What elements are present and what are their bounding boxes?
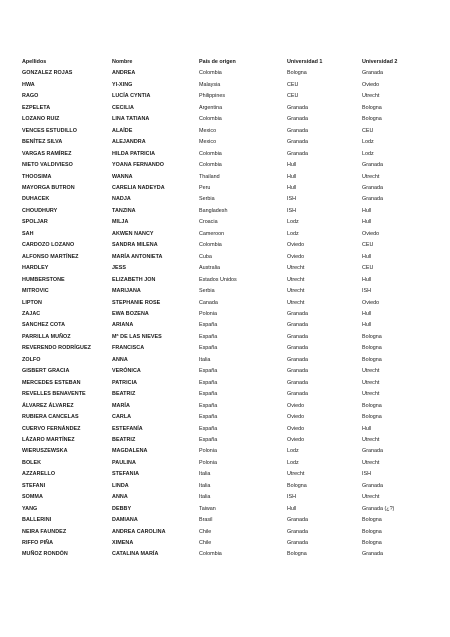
- cell-apellidos: MAYORGA BUTRON: [22, 184, 75, 191]
- table-row: [22, 286, 426, 297]
- cell-universidad-2: Utrecht: [362, 368, 380, 375]
- cell-universidad-2: Bologna: [362, 528, 382, 535]
- table-row: [22, 332, 426, 343]
- cell-pais: España: [199, 379, 218, 386]
- cell-pais: Colombia: [199, 551, 222, 558]
- cell-apellidos: CHOUDHURY: [22, 207, 58, 214]
- table-row: [22, 504, 426, 515]
- table-row: [22, 446, 426, 457]
- cell-apellidos: DUHACEK: [22, 196, 50, 203]
- cell-apellidos: THOOSIMA: [22, 173, 52, 180]
- cell-nombre: ALEJANDRA: [112, 139, 146, 146]
- cell-universidad-1: Hull: [287, 173, 297, 180]
- cell-universidad-1: Hull: [287, 505, 297, 512]
- cell-nombre: TANZINA: [112, 207, 136, 214]
- table-row: [22, 149, 426, 160]
- cell-apellidos: ÁLVAREZ ÁLVAREZ: [22, 402, 74, 409]
- cell-pais: Brasil: [199, 517, 213, 524]
- cell-nombre: LINA TATIANA: [112, 116, 150, 123]
- cell-universidad-2: Granada: [362, 448, 383, 455]
- cell-universidad-1: Bologna: [287, 482, 307, 489]
- cell-nombre: YI-XING: [112, 81, 133, 88]
- cell-universidad-2: Utrecht: [362, 494, 380, 501]
- cell-universidad-1: CEU: [287, 81, 299, 88]
- cell-nombre: SANDRA MILENA: [112, 242, 158, 249]
- cell-apellidos: AZZARELLO: [22, 471, 56, 478]
- cell-apellidos: SAH: [22, 230, 34, 237]
- cell-pais: Polonia: [199, 448, 217, 455]
- cell-pais: Italia: [199, 482, 211, 489]
- cell-universidad-1: Utrecht: [287, 265, 305, 272]
- table-row: [22, 252, 426, 263]
- cell-nombre: YOANA FERNANDO: [112, 162, 165, 169]
- table-row: [22, 298, 426, 309]
- table-row: [22, 275, 426, 286]
- cell-nombre: ANDREA: [112, 70, 136, 77]
- table-row: [22, 435, 426, 446]
- header-pais: País de origen: [199, 59, 236, 65]
- table-row: [22, 206, 426, 217]
- cell-universidad-1: Oviedo: [287, 242, 305, 249]
- cell-nombre: MARÍA: [112, 402, 130, 409]
- cell-nombre: CARELIA NADEYDA: [112, 184, 165, 191]
- cell-apellidos: STEFANI: [22, 482, 46, 489]
- cell-pais: Chile: [199, 528, 212, 535]
- cell-nombre: DAMIANA: [112, 517, 138, 524]
- cell-nombre: ANNA: [112, 356, 128, 363]
- cell-apellidos: ZOLFO: [22, 356, 41, 363]
- cell-pais: Mexico: [199, 139, 217, 146]
- cell-universidad-1: Oviedo: [287, 253, 305, 260]
- cell-nombre: PAULINA: [112, 459, 136, 466]
- cell-universidad-1: Lodz: [287, 230, 299, 237]
- cell-pais: España: [199, 345, 218, 352]
- cell-universidad-1: Oviedo: [287, 414, 305, 421]
- cell-universidad-1: Granada: [287, 322, 308, 329]
- cell-universidad-1: Lodz: [287, 448, 299, 455]
- cell-nombre: MILJA: [112, 219, 129, 226]
- cell-universidad-2: Oviedo: [362, 230, 380, 237]
- cell-nombre: EWA BOZENA: [112, 310, 149, 317]
- cell-universidad-1: Utrecht: [287, 276, 305, 283]
- cell-nombre: ANDREA CAROLINA: [112, 528, 166, 535]
- table-row: [22, 194, 426, 205]
- cell-universidad-1: Granada: [287, 333, 308, 340]
- cell-apellidos: SANCHEZ COTA: [22, 322, 66, 329]
- cell-nombre: BEATRIZ: [112, 391, 136, 398]
- table-row: [22, 68, 426, 79]
- table-row: [22, 114, 426, 125]
- cell-apellidos: ZAJAC: [22, 310, 41, 317]
- cell-nombre: MAGDALENA: [112, 448, 148, 455]
- cell-apellidos: LIPTON: [22, 299, 42, 306]
- cell-universidad-1: Granada: [287, 139, 308, 146]
- cell-pais: Thailand: [199, 173, 220, 180]
- cell-universidad-1: Oviedo: [287, 436, 305, 443]
- cell-universidad-2: Granada (¿?): [362, 505, 395, 512]
- cell-nombre: BEATRIZ: [112, 436, 136, 443]
- cell-universidad-1: Oviedo: [287, 402, 305, 409]
- cell-universidad-1: Bologna: [287, 551, 307, 558]
- table-row: [22, 515, 426, 526]
- cell-pais: Croacia: [199, 219, 218, 226]
- cell-universidad-1: ISH: [287, 494, 296, 501]
- header-universidad-2: Universidad 2: [362, 59, 398, 65]
- cell-pais: Estados Unidos: [199, 276, 237, 283]
- table-body: [22, 68, 426, 560]
- table-row: [22, 401, 426, 412]
- table-row: [22, 80, 426, 91]
- cell-apellidos: YANG: [22, 505, 38, 512]
- cell-pais: Serbia: [199, 288, 215, 295]
- cell-universidad-2: Lodz: [362, 150, 374, 157]
- cell-universidad-1: ISH: [287, 196, 296, 203]
- cell-universidad-2: Hull: [362, 276, 372, 283]
- cell-universidad-2: Hull: [362, 310, 372, 317]
- cell-universidad-1: Lodz: [287, 459, 299, 466]
- cell-apellidos: RIFFO PIÑA: [22, 540, 54, 547]
- cell-universidad-2: Hull: [362, 253, 372, 260]
- table-row: [22, 229, 426, 240]
- table-row: [22, 172, 426, 183]
- cell-universidad-1: Oviedo: [287, 425, 305, 432]
- cell-universidad-1: Utrecht: [287, 288, 305, 295]
- cell-pais: Italia: [199, 471, 211, 478]
- cell-universidad-2: Granada: [362, 482, 383, 489]
- cell-apellidos: LOZANO RUIZ: [22, 116, 60, 123]
- cell-universidad-2: Oviedo: [362, 299, 380, 306]
- table-row: [22, 366, 426, 377]
- cell-universidad-2: CEU: [362, 242, 374, 249]
- cell-universidad-1: Granada: [287, 310, 308, 317]
- cell-universidad-2: Granada: [362, 70, 383, 77]
- table-header: [22, 57, 426, 68]
- table-row: [22, 378, 426, 389]
- cell-universidad-2: CEU: [362, 127, 374, 134]
- cell-universidad-2: Utrecht: [362, 379, 380, 386]
- cell-apellidos: HWA: [22, 81, 35, 88]
- cell-nombre: XIMENA: [112, 540, 134, 547]
- table-row: [22, 320, 426, 331]
- cell-pais: Mexico: [199, 127, 217, 134]
- table-row: [22, 263, 426, 274]
- cell-pais: España: [199, 368, 218, 375]
- cell-apellidos: SPOLJAR: [22, 219, 48, 226]
- cell-nombre: HILDA PATRICIA: [112, 150, 156, 157]
- cell-apellidos: CARDOZO LOZANO: [22, 242, 75, 249]
- cell-nombre: ELIZABETH JON: [112, 276, 156, 283]
- cell-nombre: ARIANA: [112, 322, 134, 329]
- cell-universidad-2: Hull: [362, 207, 372, 214]
- cell-apellidos: BENÍTEZ SILVA: [22, 139, 63, 146]
- table-row: [22, 355, 426, 366]
- table-row: [22, 389, 426, 400]
- cell-universidad-2: Bologna: [362, 540, 382, 547]
- table-row: [22, 412, 426, 423]
- cell-apellidos: PARRILLA MUÑOZ: [22, 333, 71, 340]
- cell-universidad-2: ISH: [362, 288, 371, 295]
- cell-universidad-2: CEU: [362, 265, 374, 272]
- table-row: [22, 481, 426, 492]
- table-row: [22, 91, 426, 102]
- cell-universidad-1: Granada: [287, 104, 308, 111]
- cell-pais: Colombia: [199, 242, 222, 249]
- cell-universidad-1: Granada: [287, 379, 308, 386]
- table-row: [22, 160, 426, 171]
- cell-pais: Peru: [199, 184, 211, 191]
- cell-pais: Argentina: [199, 104, 223, 111]
- cell-nombre: DEBBY: [112, 505, 132, 512]
- cell-universidad-2: Utrecht: [362, 173, 380, 180]
- cell-pais: Cuba: [199, 253, 212, 260]
- cell-apellidos: BALLERINI: [22, 517, 52, 524]
- cell-universidad-1: Granada: [287, 391, 308, 398]
- cell-nombre: CARLA: [112, 414, 132, 421]
- cell-universidad-1: Granada: [287, 116, 308, 123]
- cell-apellidos: GISBERT GRACIA: [22, 368, 70, 375]
- cell-universidad-2: Granada: [362, 184, 383, 191]
- cell-universidad-1: Utrecht: [287, 471, 305, 478]
- cell-universidad-1: Hull: [287, 162, 297, 169]
- cell-universidad-2: Hull: [362, 425, 372, 432]
- cell-universidad-2: Utrecht: [362, 436, 380, 443]
- cell-apellidos: VENCES ESTUDILLO: [22, 127, 78, 134]
- table-row: [22, 137, 426, 148]
- table-row: [22, 492, 426, 503]
- cell-pais: Colombia: [199, 70, 222, 77]
- header-universidad-1: Universidad 1: [287, 59, 323, 65]
- cell-apellidos: MUÑOZ RONDÓN: [22, 551, 68, 558]
- table-row: [22, 469, 426, 480]
- cell-pais: Italia: [199, 494, 211, 501]
- cell-apellidos: HARDLEY: [22, 265, 49, 272]
- cell-universidad-2: Hull: [362, 219, 372, 226]
- table-row: [22, 527, 426, 538]
- cell-apellidos: SOMMA: [22, 494, 43, 501]
- cell-nombre: MARIJANA: [112, 288, 141, 295]
- cell-nombre: PATRICIA: [112, 379, 138, 386]
- cell-pais: España: [199, 322, 218, 329]
- cell-universidad-1: Utrecht: [287, 299, 305, 306]
- table-row: [22, 424, 426, 435]
- cell-nombre: STEFANIA: [112, 471, 140, 478]
- cell-apellidos: LÁZARO MARTÍNEZ: [22, 436, 75, 443]
- cell-universidad-2: Granada: [362, 551, 383, 558]
- table-row: [22, 217, 426, 228]
- cell-pais: Canada: [199, 299, 218, 306]
- cell-pais: Polonia: [199, 459, 217, 466]
- cell-universidad-2: Bologna: [362, 333, 382, 340]
- cell-universidad-2: Granada: [362, 162, 383, 169]
- cell-universidad-1: ISH: [287, 207, 296, 214]
- cell-apellidos: REVERENDO RODRÍGUEZ: [22, 345, 91, 352]
- cell-apellidos: BOLEK: [22, 459, 42, 466]
- cell-pais: España: [199, 436, 218, 443]
- cell-pais: Philippines: [199, 93, 226, 100]
- cell-nombre: MARÍA ANTONIETA: [112, 253, 163, 260]
- table-row: [22, 103, 426, 114]
- table-row: [22, 343, 426, 354]
- cell-apellidos: MITROVIC: [22, 288, 49, 295]
- table-row: [22, 309, 426, 320]
- table-row: [22, 549, 426, 560]
- cell-apellidos: GONZALEZ ROJAS: [22, 70, 73, 77]
- table-row: [22, 240, 426, 251]
- cell-universidad-2: Bologna: [362, 517, 382, 524]
- cell-nombre: CECILIA: [112, 104, 134, 111]
- cell-pais: España: [199, 414, 218, 421]
- cell-nombre: NADJA: [112, 196, 131, 203]
- cell-apellidos: RAGO: [22, 93, 39, 100]
- cell-apellidos: REVELLES BENAVENTE: [22, 391, 86, 398]
- cell-universidad-1: CEU: [287, 93, 299, 100]
- cell-nombre: AKWEN NANCY: [112, 230, 154, 237]
- header-nombre: Nombre: [112, 59, 133, 65]
- cell-universidad-2: Bologna: [362, 356, 382, 363]
- cell-universidad-2: Utrecht: [362, 93, 380, 100]
- cell-universidad-2: ISH: [362, 471, 371, 478]
- cell-pais: Colombia: [199, 162, 222, 169]
- cell-apellidos: NEIRA FAUNDEZ: [22, 528, 67, 535]
- cell-nombre: VERÓNICA: [112, 368, 141, 375]
- cell-universidad-1: Lodz: [287, 219, 299, 226]
- cell-universidad-2: Lodz: [362, 139, 374, 146]
- cell-apellidos: HUMBERSTONE: [22, 276, 65, 283]
- cell-universidad-2: Bologna: [362, 402, 382, 409]
- cell-universidad-1: Granada: [287, 540, 308, 547]
- header-row: [22, 57, 426, 68]
- cell-apellidos: ALFONSO MARTÍNEZ: [22, 253, 79, 260]
- cell-pais: Colombia: [199, 150, 222, 157]
- table-row: [22, 538, 426, 549]
- cell-nombre: LUCÍA CYNTIA: [112, 93, 151, 100]
- cell-pais: Cameroon: [199, 230, 225, 237]
- cell-pais: Serbia: [199, 196, 215, 203]
- cell-nombre: WANNA: [112, 173, 133, 180]
- cell-pais: España: [199, 333, 218, 340]
- cell-pais: Taiwan: [199, 505, 216, 512]
- cell-universidad-2: Bologna: [362, 414, 382, 421]
- cell-pais: Australia: [199, 265, 220, 272]
- header-apellidos: Apellidos: [22, 59, 47, 65]
- cell-universidad-2: Utrecht: [362, 459, 380, 466]
- cell-pais: Polonia: [199, 310, 217, 317]
- cell-pais: España: [199, 391, 218, 398]
- cell-universidad-1: Granada: [287, 345, 308, 352]
- cell-apellidos: WIERUSZEWSKA: [22, 448, 68, 455]
- cell-universidad-1: Granada: [287, 150, 308, 157]
- cell-universidad-1: Granada: [287, 517, 308, 524]
- cell-universidad-2: Utrecht: [362, 391, 380, 398]
- cell-universidad-2: Oviedo: [362, 81, 380, 88]
- cell-universidad-1: Granada: [287, 356, 308, 363]
- cell-nombre: ANNA: [112, 494, 128, 501]
- cell-nombre: FRANCISCA: [112, 345, 145, 352]
- cell-universidad-1: Granada: [287, 127, 308, 134]
- cell-universidad-2: Granada: [362, 196, 383, 203]
- cell-universidad-1: Hull: [287, 184, 297, 191]
- cell-pais: Bangladesh: [199, 207, 228, 214]
- cell-nombre: ALAÍDE: [112, 127, 133, 134]
- cell-universidad-1: Granada: [287, 368, 308, 375]
- cell-pais: Malaysia: [199, 81, 221, 88]
- cell-universidad-2: Hull: [362, 322, 372, 329]
- cell-universidad-2: Bologna: [362, 116, 382, 123]
- cell-nombre: CATALINA MARÍA: [112, 551, 159, 558]
- cell-nombre: JESS: [112, 265, 126, 272]
- cell-universidad-2: Bologna: [362, 345, 382, 352]
- cell-pais: España: [199, 402, 218, 409]
- cell-apellidos: RUBIERA CANCELAS: [22, 414, 79, 421]
- table-row: [22, 458, 426, 469]
- cell-nombre: LINDA: [112, 482, 129, 489]
- cell-apellidos: CUERVO FERNÁNDEZ: [22, 425, 81, 432]
- cell-universidad-1: Bologna: [287, 70, 307, 77]
- cell-nombre: Mª DE LAS NIEVES: [112, 333, 162, 340]
- cell-nombre: ESTEFANÍA: [112, 425, 143, 432]
- cell-pais: Colombia: [199, 116, 222, 123]
- cell-universidad-1: Granada: [287, 528, 308, 535]
- cell-pais: España: [199, 425, 218, 432]
- cell-pais: Italia: [199, 356, 211, 363]
- cell-pais: Chile: [199, 540, 212, 547]
- cell-nombre: STEPHANIE ROSE: [112, 299, 161, 306]
- cell-apellidos: NIETO VALDIVIESO: [22, 162, 73, 169]
- cell-apellidos: MERCEDES ESTEBAN: [22, 379, 81, 386]
- table-row: [22, 183, 426, 194]
- student-table: [22, 57, 426, 561]
- table-row: [22, 126, 426, 137]
- cell-apellidos: VARGAS RAMÍREZ: [22, 150, 72, 157]
- cell-apellidos: EZPELETA: [22, 104, 51, 111]
- cell-universidad-2: Bologna: [362, 104, 382, 111]
